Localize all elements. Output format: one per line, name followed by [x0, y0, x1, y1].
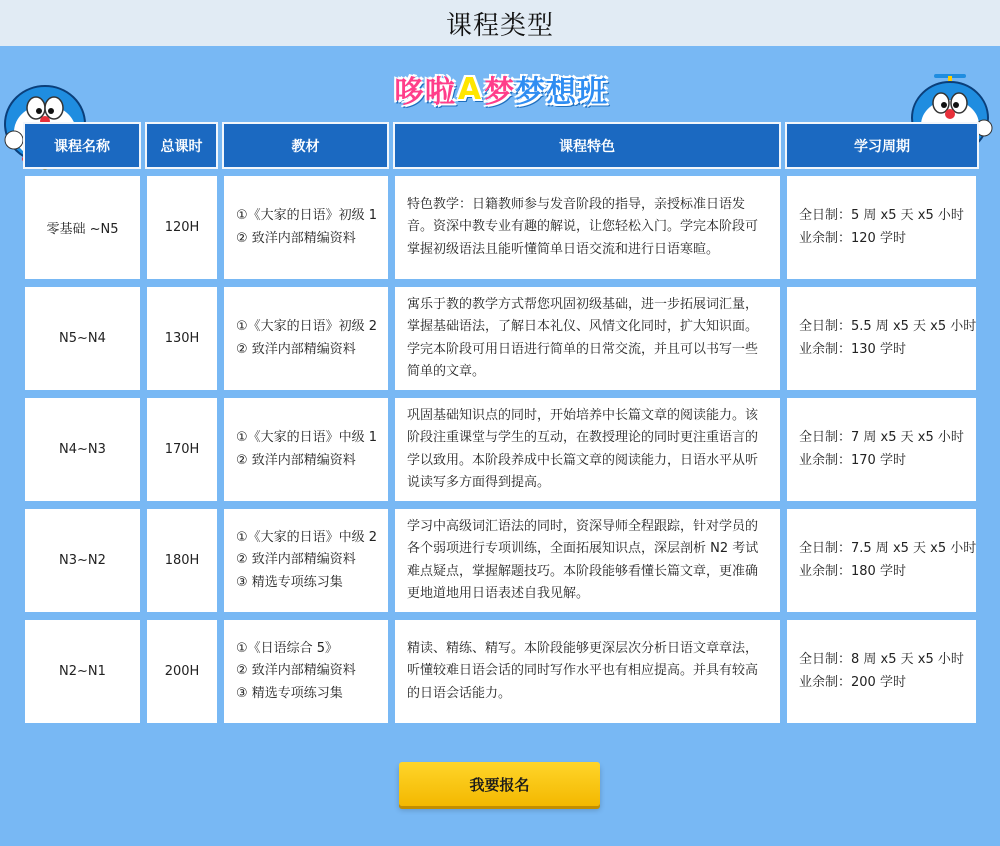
- period-parttime: 业余制：130 学时: [799, 341, 906, 357]
- material-item: ①《大家的日语》初级 1: [236, 208, 378, 223]
- period-cell: [787, 287, 976, 390]
- material-item: ② 致洋内部精编资料: [236, 341, 356, 357]
- banner-logo-part3: 梦: [484, 75, 516, 110]
- material-item: ② 致洋内部精编资料: [236, 230, 356, 246]
- material-item: ①《大家的日语》中级 2: [236, 529, 378, 545]
- column-header-course-name: 课程名称: [23, 122, 141, 169]
- material-item: ①《大家的日语》中级 1: [236, 430, 378, 445]
- material-item: ③ 精选专项练习集: [236, 574, 343, 590]
- period-cell: [787, 620, 976, 723]
- course-name-cell: N4~N3: [25, 398, 140, 501]
- course-name-cell: 零基础 ~N5: [25, 176, 140, 279]
- period-parttime: 业余制：120 学时: [799, 230, 906, 246]
- banner-logo-part4: 梦想班: [515, 75, 609, 110]
- material-item: ①《大家的日语》初级 2: [236, 319, 378, 334]
- total-hours-cell: 200H: [147, 620, 217, 723]
- period-parttime: 业余制：180 学时: [799, 563, 906, 579]
- total-hours-cell: 120H: [147, 176, 217, 279]
- materials-cell: [224, 287, 388, 390]
- period-fulltime: 全日制：5 周 x5 天 x5 小时: [799, 208, 964, 223]
- banner-logo: [374, 64, 628, 114]
- period-fulltime: 全日制：8 周 x5 天 x5 小时: [799, 652, 964, 667]
- materials-cell: [224, 620, 388, 723]
- material-item: ② 致洋内部精编资料: [236, 663, 356, 679]
- material-item: ② 致洋内部精编资料: [236, 452, 356, 468]
- column-header-materials: 教材: [222, 122, 389, 169]
- banner-logo-part2: A: [457, 71, 483, 107]
- period-fulltime: 全日制：7.5 周 x5 天 x5 小时: [799, 541, 977, 556]
- period-cell: [787, 398, 976, 501]
- period-parttime: 业余制：200 学时: [799, 674, 906, 690]
- course-name-cell: N2~N1: [25, 620, 140, 723]
- banner-logo-part1: 哆啦: [393, 75, 456, 110]
- course-name-cell: N5~N4: [25, 287, 140, 390]
- materials-cell: [224, 176, 388, 279]
- feature-cell: 特色教学：日籍教师参与发音阶段的指导，亲授标准日语发音。资深中教专业有趣的解说，让您轻松入门。学完本阶段可掌握初级语法且能听懂简单日语交流和进行日语寒暄。: [395, 176, 780, 279]
- material-item: ② 致洋内部精编资料: [236, 552, 356, 568]
- period-cell: [787, 176, 976, 279]
- period-fulltime: 全日制：7 周 x5 天 x5 小时: [799, 430, 964, 445]
- period-parttime: 业余制：170 学时: [799, 452, 906, 468]
- title-bar: [0, 0, 1000, 46]
- period-cell: [787, 509, 976, 612]
- column-header-features: 课程特色: [393, 122, 781, 169]
- feature-cell: 精读、精练、精写。本阶段能够更深层次分析日语文章章法，听懂较难日语会话的同时写作水平也有相应提高。并具有较高的日语会话能力。: [395, 620, 780, 723]
- feature-cell: 巩固基础知识点的同时，开始培养中长篇文章的阅读能力。该阶段注重课堂与学生的互动，在教授理论的同时更注重语言的学以致用。本阶段养成中长篇文章的阅读能力，日语水平从听说读写多方面得到提高。: [395, 398, 780, 501]
- total-hours-cell: 180H: [147, 509, 217, 612]
- total-hours-cell: 170H: [147, 398, 217, 501]
- period-fulltime: 全日制：5.5 周 x5 天 x5 小时: [799, 319, 977, 334]
- materials-cell: [224, 398, 388, 501]
- column-header-period: 学习周期: [785, 122, 979, 169]
- total-hours-cell: 130H: [147, 287, 217, 390]
- column-header-total-hours: 总课时: [145, 122, 218, 169]
- signup-button[interactable]: 我要报名: [399, 762, 600, 806]
- feature-cell: 寓乐于教的教学方式帮您巩固初级基础，进一步拓展词汇量，掌握基础语法，了解日本礼仪、风情文化同时，扩大知识面。学完本阶段可用日语进行简单的日常交流，并且可以书写一些简单的文章。: [395, 287, 780, 390]
- page-title: 课程类型: [445, 10, 554, 41]
- material-item: ③ 精选专项练习集: [236, 685, 343, 701]
- feature-cell: 学习中高级词汇语法的同时，资深导师全程跟踪，针对学员的各个弱项进行专项训练，全面拓展知识点，深层剖析 N2 考试难点疑点，掌握解题技巧。本阶段能够看懂长篇文章，更准确更地道地用日语表述自我见解。: [395, 509, 780, 612]
- material-item: ①《日语综合 5》: [236, 640, 339, 656]
- course-name-cell: N3~N2: [25, 509, 140, 612]
- materials-cell: [224, 509, 388, 612]
